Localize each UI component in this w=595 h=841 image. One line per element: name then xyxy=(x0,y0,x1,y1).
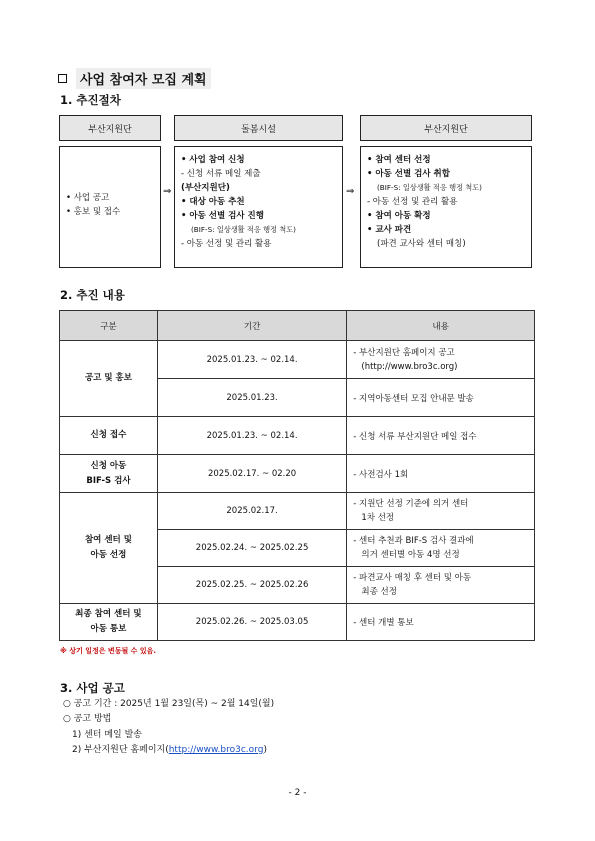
table-period: 2025.01.23. xyxy=(157,379,346,417)
process-box-3-title: 부산지원단 xyxy=(360,115,532,141)
process-box-1-body xyxy=(59,146,161,268)
announcement-period: ○ 공고 기간 : 2025년 1월 23일(목) ~ 2월 14일(월) xyxy=(63,699,275,709)
process-box-3-item: (파견 교사와 센터 매칭) xyxy=(377,239,466,249)
process-box-3-item: • 참여 센터 선정 xyxy=(367,155,431,165)
table-row xyxy=(60,604,535,641)
process-box-3-item: • 교사 파견 xyxy=(367,225,412,235)
page-number: - 2 - xyxy=(288,788,307,798)
table-header: 구분 xyxy=(60,311,158,341)
table-category: 신청 접수 xyxy=(60,417,158,455)
table-content: - 부산지원단 홈페이지 공고 (http://www.bro3c.org) xyxy=(347,341,535,379)
table-period: 2025.02.26. ~ 2025.03.05 xyxy=(157,604,346,641)
process-box-2-item: • 사업 참여 신청 xyxy=(181,155,245,165)
process-box-2-item: - 아동 선정 및 관리 활용 xyxy=(181,239,272,249)
process-box-2-item: - 신청 서류 메일 제출 xyxy=(181,169,261,179)
table-row xyxy=(60,455,535,493)
table-content: - 센터 개별 통보 xyxy=(347,604,535,641)
arrow-right-icon: ⇒ xyxy=(346,186,355,197)
process-box-3-item: • 아동 선별 검사 취합 xyxy=(367,169,450,179)
table-row xyxy=(60,417,535,455)
table-content: - 지역아동센터 모집 안내문 발송 xyxy=(347,379,535,417)
process-box-3-item: • 참여 아동 확정 xyxy=(367,211,431,221)
homepage-link[interactable]: http://www.bro3c.org xyxy=(168,745,264,755)
table-period: 2025.01.23. ~ 02.14. xyxy=(157,417,346,455)
section-title: 사업 참여자 모집 계획 xyxy=(58,68,211,89)
announcement-heading: 3. 사업 공고 xyxy=(60,681,125,695)
process-box-2-title: 돌봄시설 xyxy=(174,115,343,141)
table-row xyxy=(60,341,535,379)
table-content: - 신청 서류 부산지원단 메일 접수 xyxy=(347,417,535,455)
table-period: 2025.02.24. ~ 2025.02.25 xyxy=(157,530,346,567)
details-heading: 2. 추진 내용 xyxy=(60,288,125,302)
process-box-2-item: (부산지원단) xyxy=(181,183,230,193)
schedule-table xyxy=(59,310,535,641)
table-content: - 지원단 선정 기준에 의거 센터 1차 선정 xyxy=(347,493,535,530)
table-header-row xyxy=(60,311,535,341)
table-category: 참여 센터 및 아동 선정 xyxy=(60,493,158,604)
process-box-3-item: (BIF-S: 일상생활 적응 행정 척도) xyxy=(377,183,482,192)
table-content: - 사전검사 1회 xyxy=(347,455,535,493)
schedule-note: ※ 상기 일정은 변동될 수 있음. xyxy=(60,647,157,655)
process-box-2-body xyxy=(174,146,343,268)
table-category: 최종 참여 센터 및 아동 통보 xyxy=(60,604,158,641)
process-box-1-item: • 사업 공고 xyxy=(66,193,110,203)
table-header: 내용 xyxy=(347,311,535,341)
table-period: 2025.02.17. xyxy=(157,493,346,530)
arrow-right-icon: ⇒ xyxy=(163,186,172,197)
table-header: 기간 xyxy=(157,311,346,341)
table-period: 2025.02.25. ~ 2025.02.26 xyxy=(157,567,346,604)
announcement-method: ○ 공고 방법 xyxy=(63,714,112,724)
table-period: 2025.01.23. ~ 02.14. xyxy=(157,341,346,379)
checkbox-square-icon xyxy=(58,74,67,83)
table-category: 신청 아동 BIF-S 검사 xyxy=(60,455,158,493)
announcement-method-2: 2) 부산지원단 홈페이지(http://www.bro3c.org) xyxy=(72,745,267,755)
table-category: 공고 및 홍보 xyxy=(60,341,158,417)
table-content: - 파견교사 매칭 후 센터 및 아동 최종 선정 xyxy=(347,567,535,604)
table-row xyxy=(60,493,535,530)
process-box-2-item: • 대상 아동 추천 xyxy=(181,197,245,207)
table-content: - 센터 추천과 BIF-S 검사 결과에 의거 센터별 아동 4명 선정 xyxy=(347,530,535,567)
process-heading: 1. 추진절차 xyxy=(60,93,121,107)
process-box-3-item: - 아동 선정 및 관리 활용 xyxy=(367,197,458,207)
process-box-1-item: • 홍보 및 접수 xyxy=(66,207,121,217)
announcement-method-1: 1) 센터 메일 발송 xyxy=(72,730,142,740)
process-box-2-item: • 아동 선별 검사 진행 xyxy=(181,211,264,221)
process-box-2-item: (BIF-S: 일상생활 적응 행정 척도) xyxy=(191,225,296,234)
process-box-1-title: 부산지원단 xyxy=(59,115,161,141)
process-box-3-body xyxy=(360,146,532,268)
table-period: 2025.02.17. ~ 02.20 xyxy=(157,455,346,493)
